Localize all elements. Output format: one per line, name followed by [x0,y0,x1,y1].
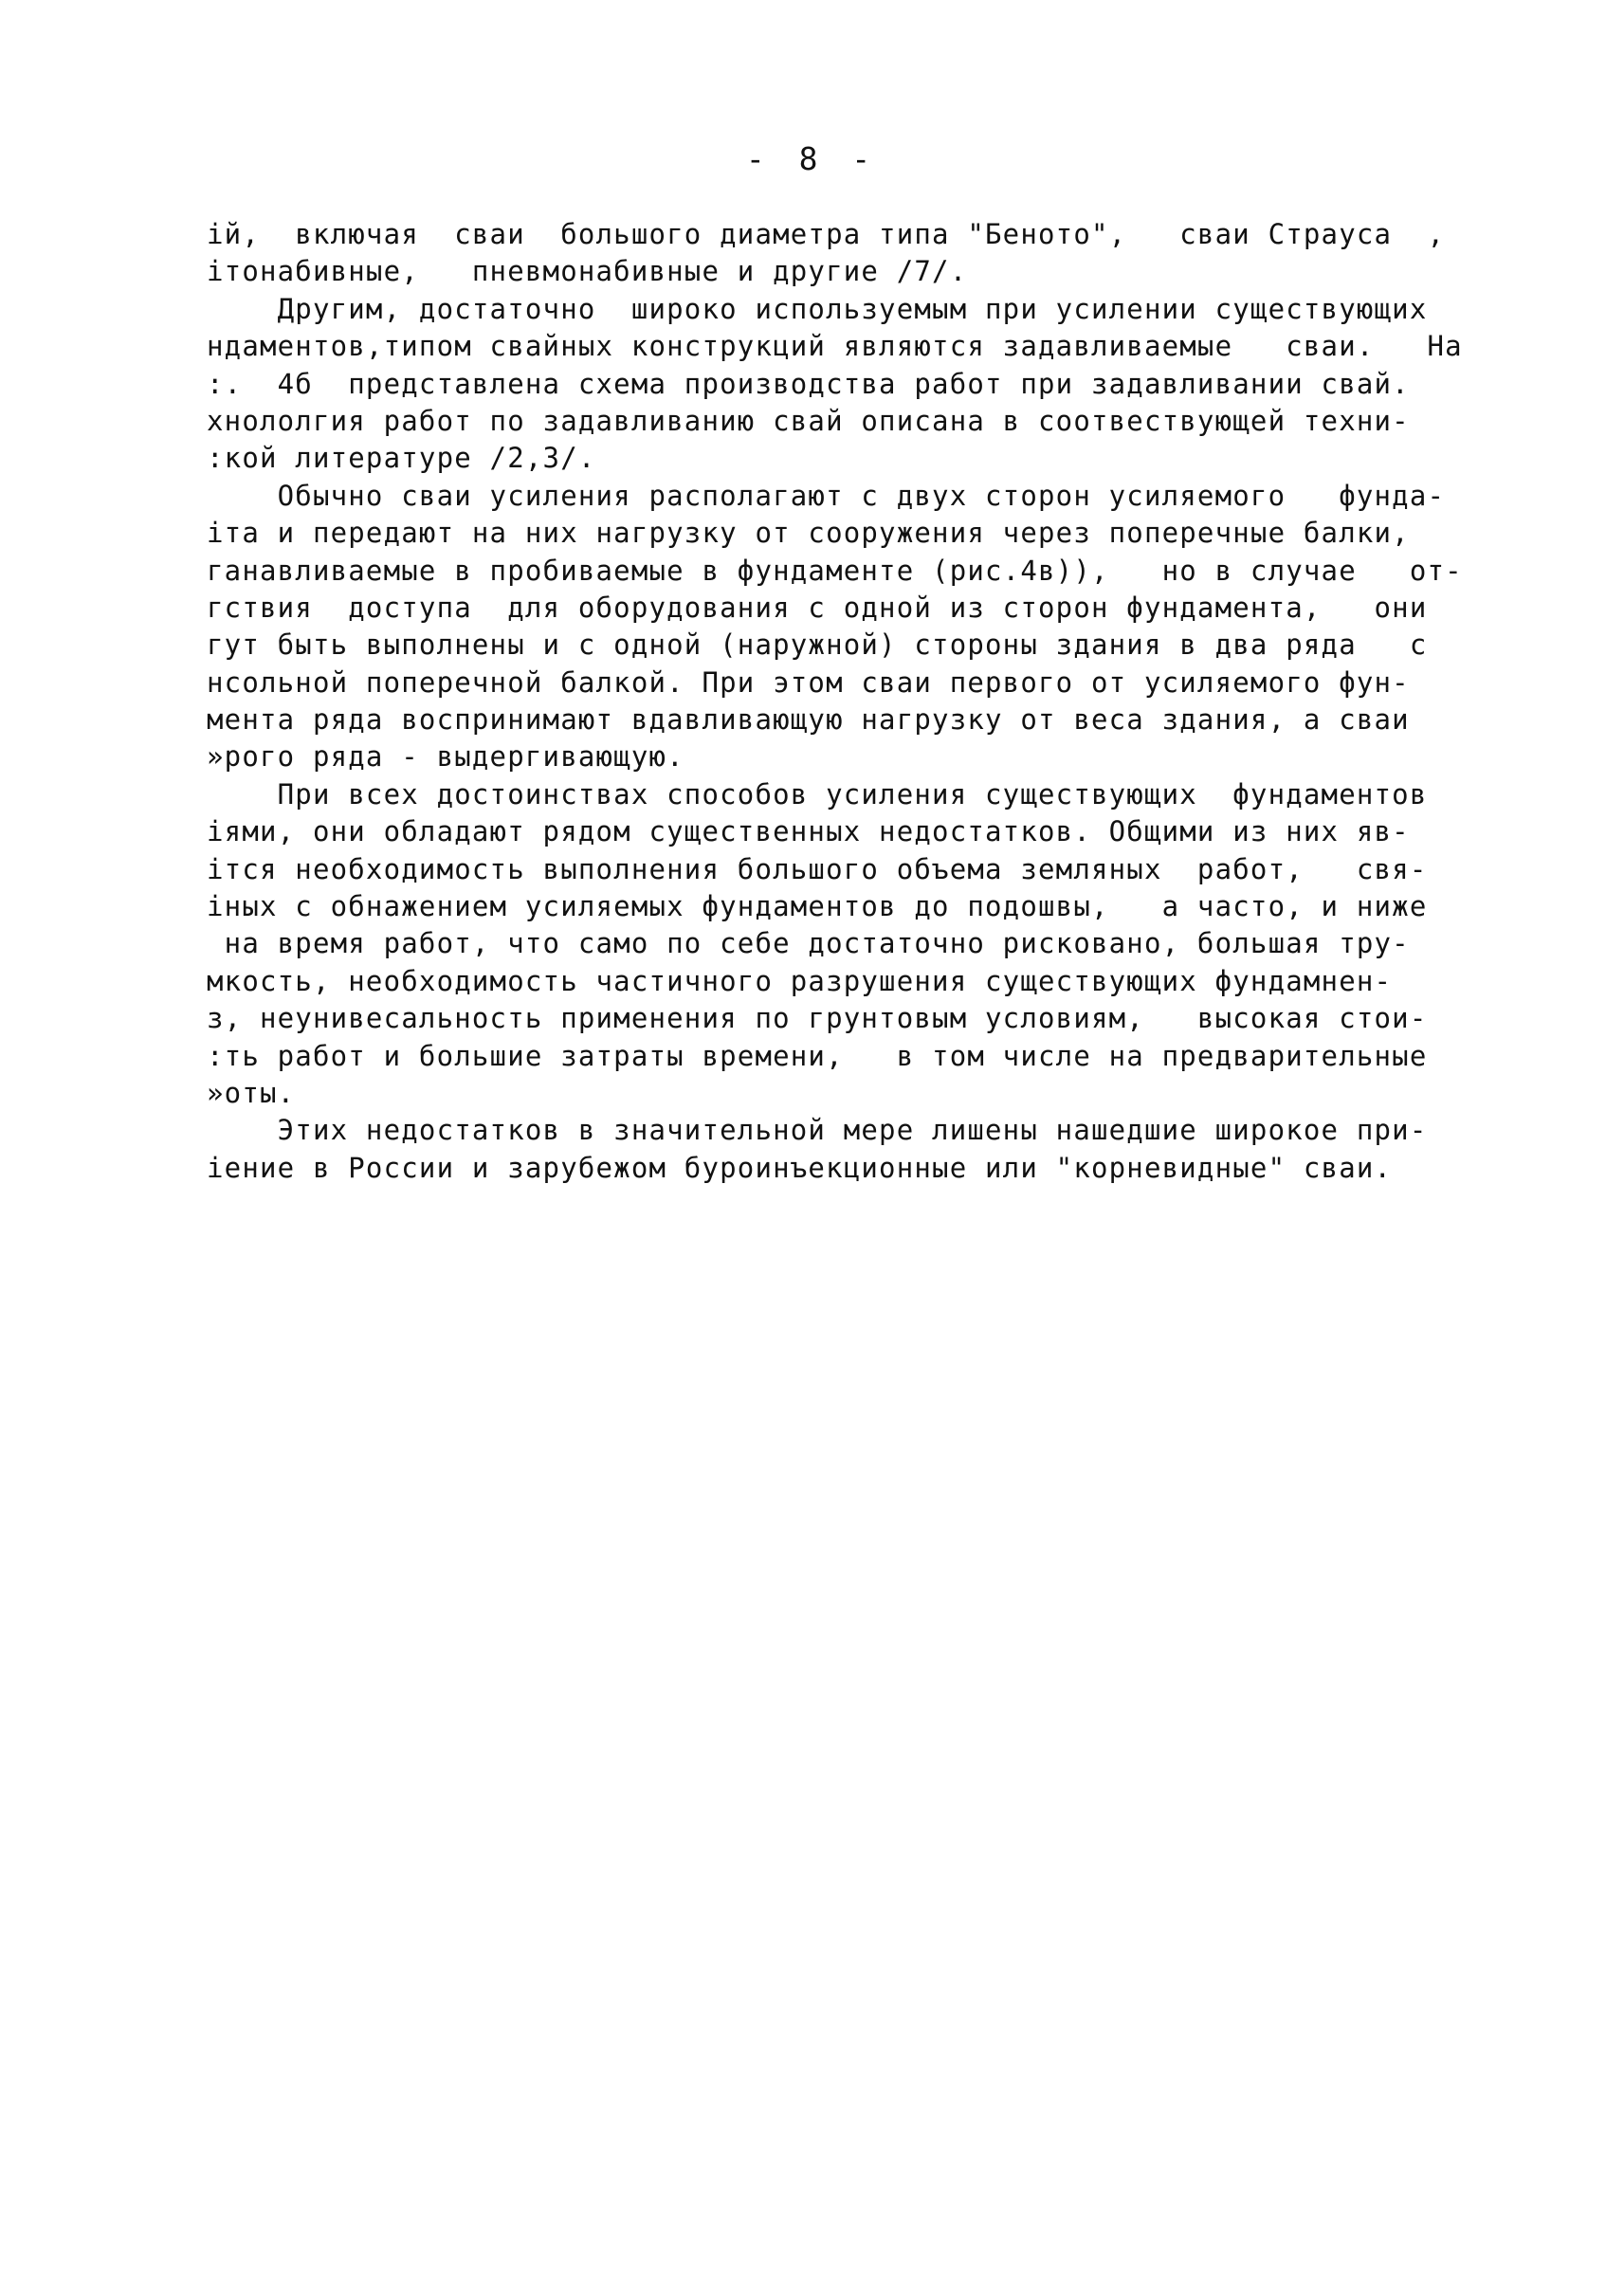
text-line: на время работ, что само по себе достаточно рисковано, большая тру- [207,927,1410,960]
text-line: гут быть выполнены и с одной (наружной) стороны здания в два ряда с [207,628,1428,662]
text-line: ітонабивные, пневмонабивные и другие /7/. [207,255,968,288]
text-line: Другим, достаточно широко используемым при усилении существующих [207,292,1428,325]
text-line: ітся необходимость выполнения большого объема земляных работ, свя- [207,852,1428,885]
text-line: Обычно сваи усиления располагают с двух сторон усиляемого фунда- [207,479,1446,512]
text-line: з, неунивесальность применения по грунтовым условиям, высокая стои- [207,1002,1428,1035]
text-line: нсольной поперечной балкой. При этом сваи первого от усиляемого фун- [207,665,1410,699]
text-line: При всех достоинствах способов усиления существующих фундаментов [207,777,1428,811]
text-line: ндаментов,типом свайных конструкций являются задавливаемые сваи. На [207,330,1463,363]
text-line: Этих недостатков в значительной мере лишены нашедшие широкое при- [207,1114,1428,1147]
text-line: іение в России и зарубежом буроинъекционные или "корневидные" сваи. [207,1151,1393,1184]
page-number: - 8 - [745,140,879,177]
text-line: ганавливаемые в пробиваемые в фундаменте (рис.4в)), но в случае от- [207,554,1463,587]
text-line: мкость, необходимость частичного разрушения существующих фундамнен- [207,964,1393,997]
text-line: :ть работ и большие затраты времени, в том числе на предварительные [207,1039,1428,1072]
text-line: гствия доступа для оборудования с одной из сторон фундамента, они [207,591,1428,624]
text-line: »оты. [207,1076,296,1109]
text-line: іта и передают на них нагрузку от сооружения через поперечные балки, [207,517,1410,550]
text-line: мента ряда воспринимают вдавливающую нагрузку от веса здания, а сваи [207,703,1410,737]
text-line: :. 4б представлена схема производства работ при задавливании свай. [207,367,1410,400]
text-line: :кой литературе /2,3/. [207,442,596,475]
body-text [207,216,1515,1187]
text-line: іных с обнажением усиляемых фундаментов до подошвы, а часто, и ниже [207,890,1428,923]
text-line: хнололгия работ по задавливанию свай описана в соотвествующей техни- [207,404,1410,437]
text-line: іями, они обладают рядом существенных недостатков. Общими из них яв- [207,815,1410,848]
text-line: »рого ряда - выдергивающую. [207,740,684,774]
text-line: ій, включая сваи большого диаметра типа "Беното", сваи Страуса , [207,218,1446,250]
